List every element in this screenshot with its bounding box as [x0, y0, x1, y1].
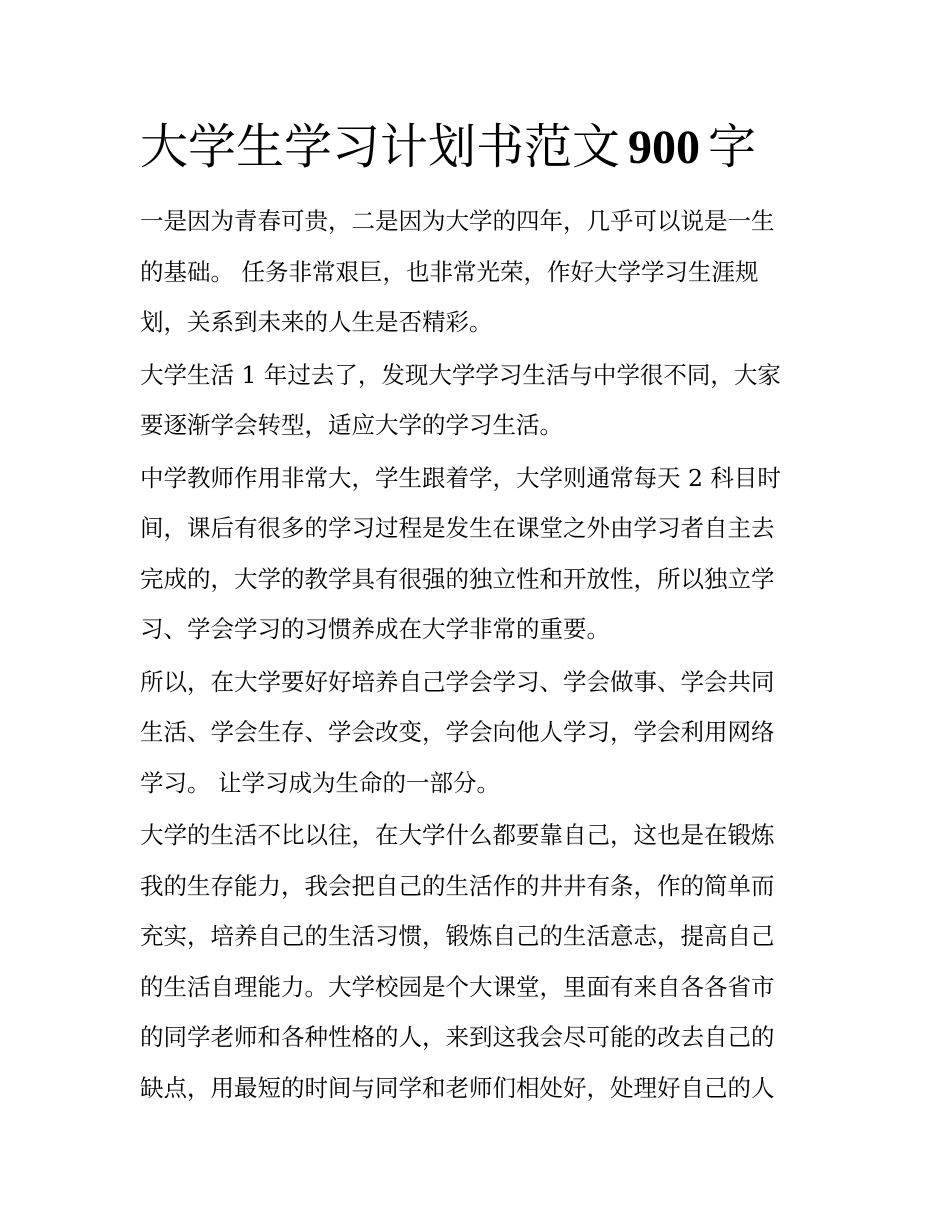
- paragraph-3: [140, 453, 815, 655]
- text-line: 的基础。 任务非常艰巨，也非常光荣，作好大学学习生涯规: [140, 257, 759, 286]
- paragraph-4: [140, 657, 815, 809]
- text-line: 充实，培养自己的生活习惯，锻炼自己的生活意志，提高自己: [140, 922, 775, 950]
- text-line: 要逐渐学会转型，适应大学的学习生活。: [140, 411, 563, 439]
- text-line: 大学的生活不比以往，在大学什么都要靠自己，这也是在锻炼: [140, 821, 775, 849]
- paragraph-5: [140, 810, 815, 1113]
- text-line: 中学教师作用非常大，学生跟着学，大学则通常每天 2 科目时: [140, 463, 781, 492]
- paragraph-2: [140, 350, 815, 451]
- text-line: 习、学会学习的习惯养成在大学非常的重要。: [140, 615, 610, 643]
- text-line: 划，关系到未来的人生是否精彩。: [140, 308, 493, 336]
- document-title: [140, 112, 756, 183]
- text-line: 间，课后有很多的学习过程是发生在课堂之外由学习者自主去: [140, 514, 775, 542]
- title-prefix: 大学生学习计划书范文: [140, 119, 621, 175]
- text-line: 生活、学会生存、学会改变，学会向他人学习，学会利用网络: [140, 718, 775, 746]
- document-body: [140, 196, 815, 1115]
- text-line: 大学生活 1 年过去了，发现大学学习生活与中学很不同，大家: [140, 360, 781, 389]
- text-line: 所以，在大学要好好培养自己学会学习、学会做事、学会共同: [140, 667, 775, 696]
- paragraph-1: [140, 196, 815, 348]
- title-suffix: 字: [708, 119, 757, 175]
- text-line: 缺点，用最短的时间与同学和老师们相处好，处理好自己的人: [140, 1073, 775, 1102]
- text-line: 一是因为青春可贵，二是因为大学的四年，几乎可以说是一生: [140, 207, 775, 235]
- text-line: 的同学老师和各种性格的人，来到这我会尽可能的改去自己的: [140, 1023, 775, 1051]
- text-line: 学习。 让学习成为生命的一部分。: [140, 768, 500, 797]
- text-line: 的生活自理能力。大学校园是个大课堂，里面有来自各各省市: [140, 972, 775, 1001]
- text-line: 完成的，大学的教学具有很强的独立性和开放性，所以独立学: [140, 564, 775, 593]
- title-number: 900: [628, 121, 701, 174]
- text-line: 我的生存能力，我会把自己的生活作的井井有条，作的简单而: [140, 871, 775, 900]
